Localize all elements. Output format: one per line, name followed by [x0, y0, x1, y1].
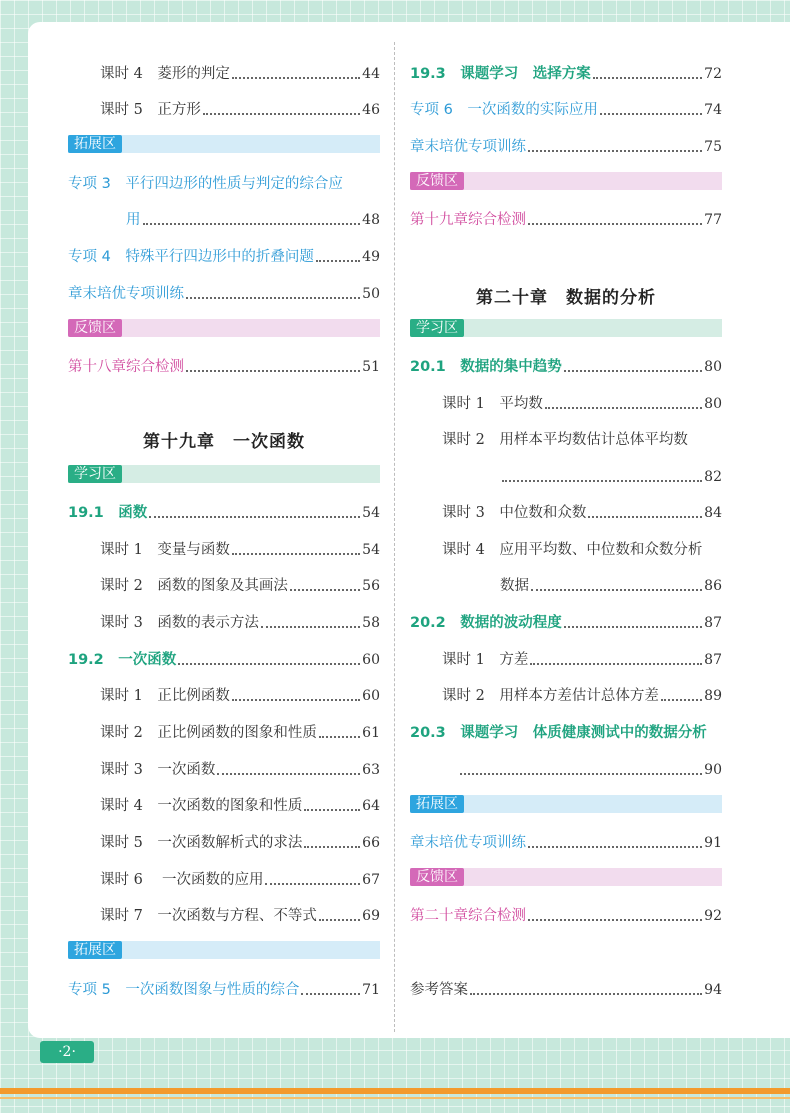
entry-page: 66 [362, 835, 380, 851]
toc-entry[interactable] [68, 572, 380, 596]
leader-dots [304, 846, 360, 848]
toc-entry[interactable] [410, 206, 722, 230]
entry-page: 61 [362, 725, 380, 741]
leader-dots [319, 736, 360, 738]
entry-title: 课时 5 一次函数解析式的求法 [100, 835, 303, 851]
toc-entry[interactable] [410, 719, 722, 743]
entry-title: 章末培优专项训练 [410, 835, 526, 851]
leader-dots [530, 663, 702, 665]
leader-dots [588, 516, 702, 518]
leader-dots [564, 370, 702, 372]
section-band-feedback [68, 319, 380, 337]
entry-page: 60 [362, 688, 380, 704]
toc-entry[interactable] [68, 719, 380, 743]
entry-title: 专项 5 一次函数图象与性质的综合 [68, 982, 300, 998]
leader-dots [232, 77, 360, 79]
entry-title: 课时 4 一次函数的图象和性质 [100, 798, 303, 814]
toc-entry[interactable] [410, 609, 722, 633]
toc-entry[interactable] [410, 536, 722, 560]
leader-dots [290, 589, 360, 591]
section-band-study [68, 465, 380, 483]
chapter-title: 第二十章 数据的分析 [476, 288, 656, 308]
leader-dots [217, 773, 360, 775]
section-band-extension [68, 135, 380, 153]
toc-entry-continued[interactable] [410, 572, 722, 596]
toc-entry[interactable] [68, 756, 380, 780]
toc-entry[interactable] [410, 96, 722, 120]
leader-dots [319, 919, 360, 921]
toc-entry[interactable] [410, 902, 722, 926]
leader-dots [528, 150, 702, 152]
toc-entry[interactable] [68, 499, 380, 523]
entry-title: 数据 [500, 578, 529, 594]
entry-title: 课时 2 函数的图象及其画法 [100, 578, 288, 594]
section-tag: 反馈区 [68, 319, 122, 337]
toc-entry[interactable] [68, 536, 380, 560]
leader-dots [528, 919, 702, 921]
entry-page: 67 [362, 872, 380, 888]
entry-page: 48 [362, 212, 380, 228]
entry-page: 91 [704, 835, 722, 851]
leader-dots [178, 663, 360, 665]
entry-title: 课时 4 菱形的判定 [100, 66, 230, 82]
leader-dots [232, 699, 360, 701]
entry-title: 19.2 一次函数 [68, 652, 177, 668]
entry-page: 56 [362, 578, 380, 594]
toc-entry[interactable] [68, 280, 380, 304]
leader-dots [593, 77, 702, 79]
leader-dots [301, 993, 360, 995]
leader-dots [316, 260, 360, 262]
entry-title: 章末培优专项训练 [68, 286, 184, 302]
entry-title: 20.3 课题学习 体质健康测试中的数据分析 [410, 725, 707, 741]
toc-entry[interactable] [410, 426, 722, 450]
entry-page: 92 [704, 908, 722, 924]
footer-orange-line [0, 1097, 790, 1099]
leader-dots [265, 883, 360, 885]
leader-dots [304, 809, 360, 811]
entry-title: 课时 7 一次函数与方程、不等式 [100, 908, 317, 924]
entry-title: 专项 4 特殊平行四边形中的折叠问题 [68, 249, 314, 265]
section-tag: 学习区 [410, 319, 464, 337]
leader-dots [261, 626, 360, 628]
entry-title: 课时 5 正方形 [100, 102, 201, 118]
toc-entry[interactable] [68, 170, 380, 194]
section-band-feedback [410, 868, 722, 886]
entry-page: 50 [362, 286, 380, 302]
entry-title: 19.1 函数 [68, 505, 148, 521]
entry-page: 64 [362, 798, 380, 814]
toc-entry[interactable] [68, 353, 380, 377]
entry-page: 90 [704, 762, 722, 778]
toc-entry[interactable] [410, 499, 722, 523]
toc-entry[interactable] [410, 60, 722, 84]
column-divider [394, 42, 395, 1032]
section-tag: 拓展区 [68, 135, 122, 153]
entry-page: 74 [704, 102, 722, 118]
entry-page: 51 [362, 359, 380, 375]
leader-dots [186, 297, 360, 299]
entry-page: 77 [704, 212, 722, 228]
toc-entry[interactable] [410, 133, 722, 157]
entry-page: 69 [362, 908, 380, 924]
entry-title: 用 [126, 212, 141, 228]
entry-title: 课时 3 中位数和众数 [442, 505, 587, 521]
toc-entry-continued[interactable] [410, 756, 722, 780]
entry-title: 参考答案 [410, 982, 468, 998]
leader-dots [143, 223, 361, 225]
entry-page: 89 [704, 688, 722, 704]
chapter-title: 第十九章 一次函数 [143, 432, 305, 452]
entry-page: 82 [704, 469, 722, 485]
section-tag: 拓展区 [68, 941, 122, 959]
entry-page: 46 [362, 102, 380, 118]
toc-entry-continued[interactable] [68, 206, 380, 230]
toc-entry-continued[interactable] [410, 463, 722, 487]
entry-page: 80 [704, 359, 722, 375]
section-band-extension [410, 795, 722, 813]
leader-dots [600, 113, 702, 115]
entry-title: 第十九章综合检测 [410, 212, 526, 228]
toc-page [28, 22, 790, 1038]
section-tag: 反馈区 [410, 868, 464, 886]
toc-entry[interactable] [68, 646, 380, 670]
toc-entry[interactable] [68, 96, 380, 120]
toc-entry[interactable] [68, 976, 380, 1000]
entry-title: 课时 1 方差 [442, 652, 529, 668]
entry-page: 87 [704, 652, 722, 668]
toc-entry[interactable] [410, 353, 722, 377]
toc-entry[interactable] [68, 60, 380, 84]
toc-entry[interactable] [68, 902, 380, 926]
entry-page: 60 [362, 652, 380, 668]
entry-title: 课时 4 应用平均数、中位数和众数分析 [442, 542, 703, 558]
entry-page: 54 [362, 505, 380, 521]
section-band-study [410, 319, 722, 337]
leader-dots [661, 699, 702, 701]
toc-entry[interactable] [68, 243, 380, 267]
leader-dots [502, 480, 702, 482]
entry-title: 课时 3 函数的表示方法 [100, 615, 259, 631]
entry-page: 54 [362, 542, 380, 558]
leader-dots [203, 113, 360, 115]
leader-dots [528, 223, 702, 225]
entry-page: 44 [362, 66, 380, 82]
section-tag: 反馈区 [410, 172, 464, 190]
toc-entry[interactable] [68, 609, 380, 633]
leader-dots [186, 370, 360, 372]
toc-entry[interactable] [410, 646, 722, 670]
toc-entry[interactable] [410, 682, 722, 706]
entry-page: 80 [704, 396, 722, 412]
entry-title: 课时 2 用样本方差估计总体方差 [442, 688, 659, 704]
entry-title: 20.1 数据的集中趋势 [410, 359, 562, 375]
entry-title: 课时 1 变量与函数 [100, 542, 230, 558]
entry-title: 课时 1 正比例函数 [100, 688, 230, 704]
leader-dots [564, 626, 702, 628]
entry-title: 20.2 数据的波动程度 [410, 615, 562, 631]
leader-dots [531, 589, 702, 591]
leader-dots [460, 773, 702, 775]
entry-page: 58 [362, 615, 380, 631]
leader-dots [232, 553, 360, 555]
leader-dots [528, 846, 702, 848]
entry-page: 86 [704, 578, 722, 594]
entry-title: 课时 6 一次函数的应用 [100, 872, 264, 888]
section-tag: 学习区 [68, 465, 122, 483]
entry-page: 87 [704, 615, 722, 631]
entry-page: 75 [704, 139, 722, 155]
entry-title: 第二十章综合检测 [410, 908, 526, 924]
toc-entry-answers[interactable] [410, 976, 722, 1000]
entry-title: 专项 6 一次函数的实际应用 [410, 102, 598, 118]
leader-dots [545, 407, 702, 409]
entry-page: 72 [704, 66, 722, 82]
leader-dots [149, 516, 360, 518]
section-tag: 拓展区 [410, 795, 464, 813]
entry-page: 84 [704, 505, 722, 521]
entry-title: 19.3 课题学习 选择方案 [410, 66, 591, 82]
entry-title: 章末培优专项训练 [410, 139, 526, 155]
footer-orange-bar [0, 1088, 790, 1094]
toc-entry[interactable] [410, 390, 722, 414]
toc-entry[interactable] [68, 829, 380, 853]
toc-entry[interactable] [68, 792, 380, 816]
toc-entry[interactable] [410, 829, 722, 853]
entry-title: 课时 1 平均数 [442, 396, 543, 412]
entry-page: 71 [362, 982, 380, 998]
entry-title: 课时 2 用样本平均数估计总体平均数 [442, 432, 688, 448]
entry-title: 专项 3 平行四边形的性质与判定的综合应 [68, 176, 343, 192]
entry-page: 63 [362, 762, 380, 778]
entry-title: 课时 2 正比例函数的图象和性质 [100, 725, 317, 741]
toc-entry[interactable] [68, 682, 380, 706]
entry-page: 94 [704, 982, 722, 998]
leader-dots [470, 993, 702, 995]
section-band-extension [68, 941, 380, 959]
toc-entry[interactable] [68, 866, 380, 890]
entry-page: 49 [362, 249, 380, 265]
page-number-badge: ·2· [40, 1041, 94, 1063]
entry-title: 课时 3 一次函数 [100, 762, 216, 778]
section-band-feedback [410, 172, 722, 190]
entry-title: 第十八章综合检测 [68, 359, 184, 375]
